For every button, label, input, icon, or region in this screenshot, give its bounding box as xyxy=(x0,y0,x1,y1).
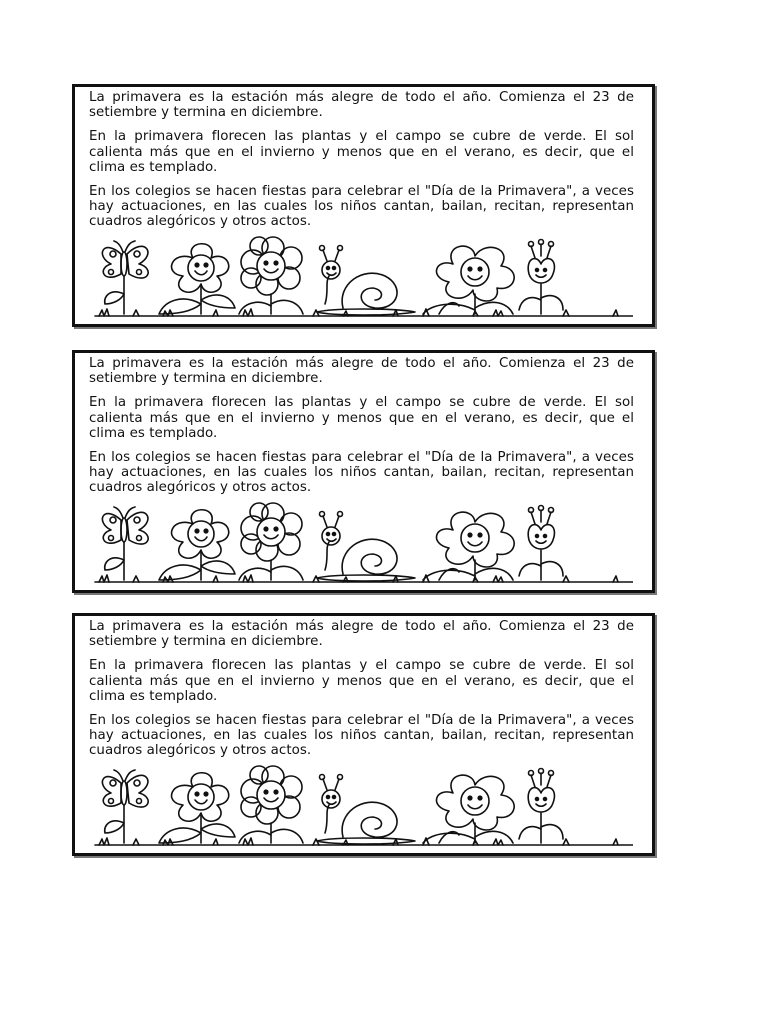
paragraph-schools: En los colegios se hacen fiestas para celebrar el "Día de la Primavera", a veces hay actuaciones, en las cuales los niños cantan, bailan, recitan, representan cuadros alegóricos y otros actos. xyxy=(89,450,634,496)
flower-icon xyxy=(159,773,235,843)
bud-icon xyxy=(519,506,563,581)
butterfly-icon xyxy=(102,507,148,580)
paragraph-intro: La primavera es la estación más alegre de todo el año. Comienza el 23 de setiembre y termina en diciembre. xyxy=(89,619,634,650)
butterfly-icon xyxy=(102,770,148,843)
flower-icon xyxy=(239,237,303,314)
butterfly-icon xyxy=(102,241,148,314)
paragraph-intro: La primavera es la estación más alegre de todo el año. Comienza el 23 de setiembre y termina en diciembre. xyxy=(89,90,634,121)
paragraph-schools: En los colegios se hacen fiestas para celebrar el "Día de la Primavera", a veces hay actuaciones, en las cuales los niños cantan, bailan, recitan, representan cuadros alegóricos y otros actos. xyxy=(89,713,634,759)
snail-icon xyxy=(317,775,415,845)
paragraph-climate: En la primavera florecen las plantas y el campo se cubre de verde. El sol calienta más que en el invierno y menos que en el verano, es decir, que el clima es templado. xyxy=(89,658,634,704)
snail-icon xyxy=(317,512,415,582)
snail-icon xyxy=(317,246,415,316)
flower-icon xyxy=(159,244,235,314)
paragraph-climate: En la primavera florecen las plantas y el campo se cubre de verde. El sol calienta más que en el invierno y menos que en el verano, es decir, que el clima es templado. xyxy=(89,129,634,175)
spring-illustration xyxy=(93,763,633,849)
reading-card-2 xyxy=(72,350,655,593)
bud-icon xyxy=(519,769,563,844)
flower-icon xyxy=(423,512,514,580)
paragraph-schools: En los colegios se hacen fiestas para celebrar el "Día de la Primavera", a veces hay actuaciones, en las cuales los niños cantan, bailan, recitan, representan cuadros alegóricos y otros actos. xyxy=(89,184,634,230)
reading-card-3 xyxy=(72,613,655,856)
paragraph-intro: La primavera es la estación más alegre de todo el año. Comienza el 23 de setiembre y termina en diciembre. xyxy=(89,356,634,387)
flower-icon xyxy=(239,503,303,580)
flower-icon xyxy=(159,510,235,580)
spring-illustration xyxy=(93,500,633,586)
bud-icon xyxy=(519,240,563,315)
spring-illustration xyxy=(93,234,633,320)
flower-icon xyxy=(423,775,514,843)
card-text xyxy=(89,90,634,230)
flower-icon xyxy=(239,766,303,843)
card-text xyxy=(89,356,634,496)
card-text xyxy=(89,619,634,759)
paragraph-climate: En la primavera florecen las plantas y el campo se cubre de verde. El sol calienta más que en el invierno y menos que en el verano, es decir, que el clima es templado. xyxy=(89,395,634,441)
reading-card-1 xyxy=(72,84,655,327)
flower-icon xyxy=(423,246,514,314)
